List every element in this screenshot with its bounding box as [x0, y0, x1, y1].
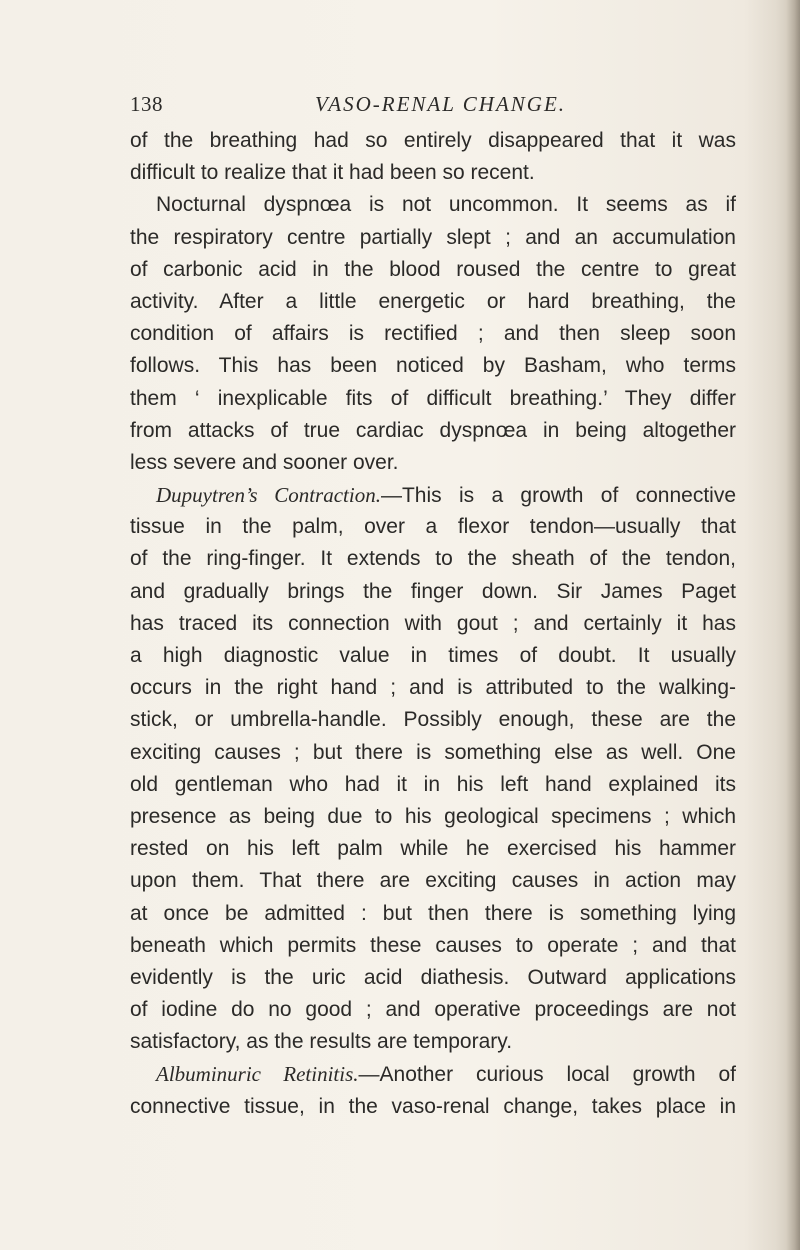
text-line: evidently is the uric acid diathesis. Outward applications — [130, 965, 736, 989]
text-line: connective tissue, in the vaso-renal change, takes place in — [130, 1094, 736, 1118]
text-line: of carbonic acid in the blood roused the centre to great — [130, 257, 736, 281]
page-header — [130, 92, 730, 122]
text-line: upon them. That there are exciting causes in action may — [130, 869, 736, 893]
text-line-rest: —This is a growth of connective — [380, 484, 736, 508]
text-line: the respiratory centre partially slept ; and an accumulation — [130, 225, 736, 249]
text-line: activity. After a little energetic or hard breathing, the — [130, 289, 736, 313]
text-line: beneath which permits these causes to operate ; and that — [130, 933, 736, 957]
page-edge-shadow — [786, 0, 800, 1250]
text-line: exciting causes ; but there is something else as well. One — [130, 740, 736, 764]
text-line: follows. This has been noticed by Basham, who terms — [130, 354, 736, 378]
text-line: of the breathing had so entirely disappeared that it was — [130, 129, 736, 152]
section-heading-albuminuric: Albuminuric Retinitis. — [156, 1062, 359, 1087]
text-line: presence as being due to his geological specimens ; which — [130, 804, 736, 828]
text-line: old gentleman who had it in his left hand explained its — [130, 772, 736, 796]
text-line: has traced its connection with gout ; and certainly it has — [130, 611, 736, 635]
text-line: less severe and sooner over. — [130, 450, 399, 474]
text-line: them ‘ inexplicable fits of difficult breathing.’ They differ — [130, 386, 736, 410]
text-line: occurs in the right hand ; and is attributed to the walking- — [130, 676, 736, 700]
text-line: stick, or umbrella-handle. Possibly enough, these are the — [130, 708, 736, 732]
text-line-rest: —Another curious local growth of — [358, 1063, 737, 1087]
body-text — [130, 125, 736, 1123]
text-line: of iodine do no good ; and operative proceedings are not — [130, 998, 736, 1022]
text-line: at once be admitted : but then there is something lying — [130, 901, 736, 925]
text-line — [130, 479, 736, 511]
text-line — [130, 1058, 736, 1090]
text-line: from attacks of true cardiac dyspnœa in being altogether — [130, 418, 736, 442]
section-heading-dupuytren: Dupuytren’s Contraction. — [156, 483, 381, 508]
text-line: Nocturnal dyspnœa is not uncommon. It seems as if — [156, 193, 736, 217]
page-number: 138 — [130, 92, 163, 116]
text-line: satisfactory, as the results are temporary. — [130, 1030, 513, 1054]
text-line: condition of affairs is rectified ; and then sleep soon — [130, 322, 736, 346]
text-line: difficult to realize that it had been so recent. — [130, 161, 535, 185]
text-line: a high diagnostic value in times of doubt. It usually — [130, 644, 736, 667]
text-line: of the ring-finger. It extends to the sheath of the tendon, — [130, 547, 736, 571]
text-line: and gradually brings the finger down. Sir James Paget — [130, 579, 736, 603]
text-line: tissue in the palm, over a flexor tendon—usually that — [130, 515, 736, 539]
text-line: rested on his left palm while he exercised his hammer — [130, 837, 736, 861]
running-head: VASO-RENAL CHANGE. — [315, 92, 567, 116]
